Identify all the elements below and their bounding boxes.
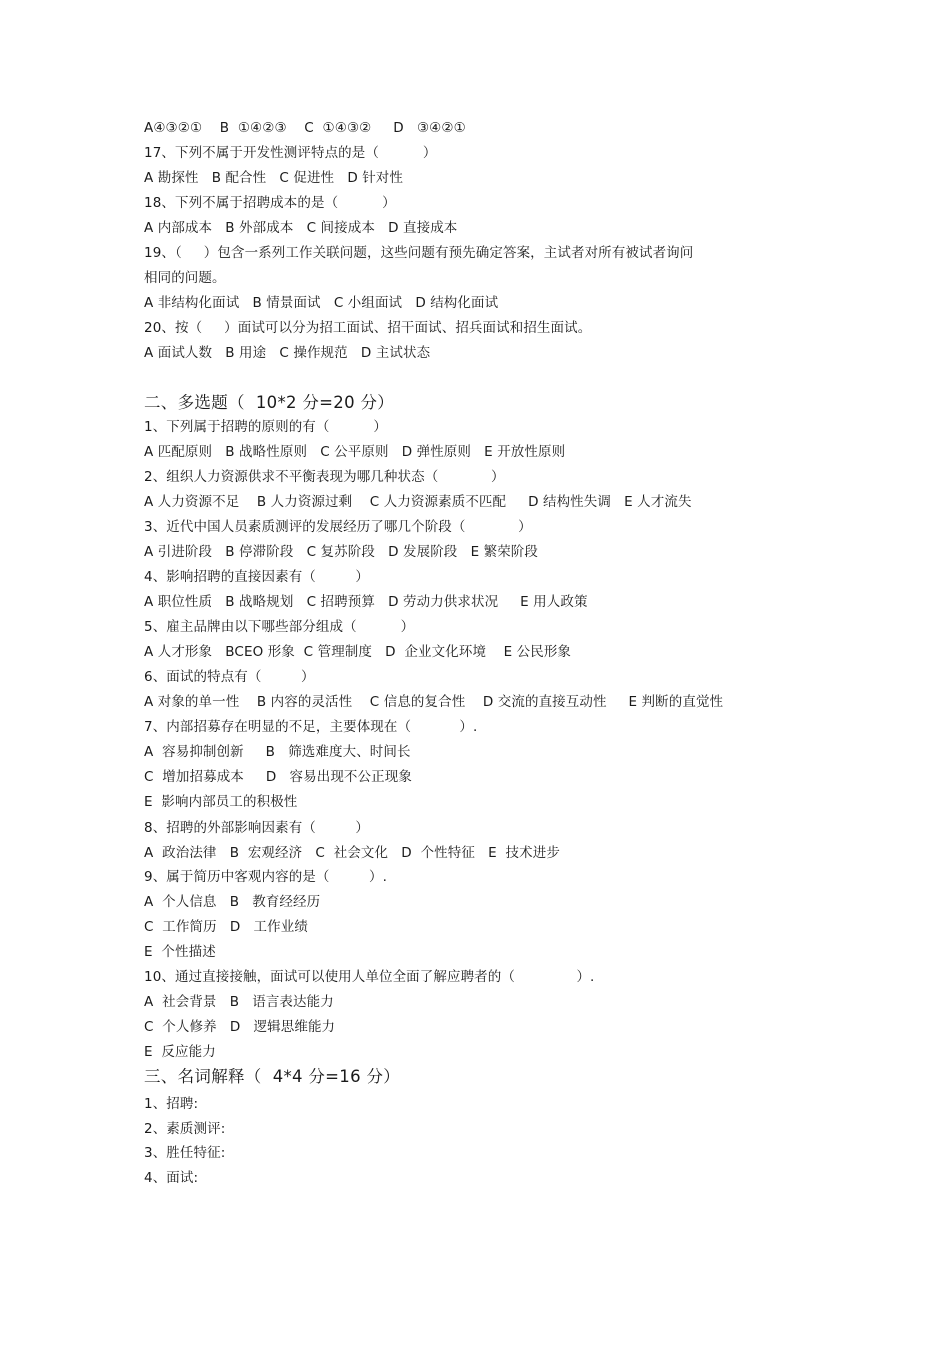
term-3: 3、胜任特征: <box>144 1145 226 1161</box>
mc-options-5: A 人才形象 BCEO 形象 C 管理制度 D 企业文化环境 E 公民形象 <box>144 644 572 660</box>
mc-options-9-cd: C 工作简历 D 工作业绩 <box>144 919 308 935</box>
term-4: 4、面试: <box>144 1170 199 1186</box>
mc-question-8: 8、招聘的外部影响因素有（ ） <box>144 820 370 836</box>
mc-options-9-e: E 个性描述 <box>144 944 216 960</box>
mc-options-4: A 职位性质 B 战略规划 C 招聘预算 D 劳动力供求状况 E 用人政策 <box>144 594 588 610</box>
answer-options-q17: A 勘探性 B 配合性 C 促进性 D 针对性 <box>144 170 404 186</box>
answer-options-q16: A④③②① B ①④②③ C ①④③② D ③④②① <box>144 120 466 136</box>
mc-options-1: A 匹配原则 B 战略性原则 C 公平原则 D 弹性原则 E 开放性原则 <box>144 444 566 460</box>
mc-options-7-e: E 影响内部员工的积极性 <box>144 794 298 810</box>
mc-options-9-ab: A 个人信息 B 教育经经历 <box>144 894 321 910</box>
mc-question-2: 2、组织人力资源供求不平衡表现为哪几种状态（ ） <box>144 469 505 485</box>
section-heading-multiple-choice: 二、多选题（ 10*2 分=20 分） <box>144 393 395 412</box>
answer-options-q18: A 内部成本 B 外部成本 C 间接成本 D 直接成本 <box>144 220 458 236</box>
question-19-continued: 相同的问题。 <box>144 270 226 286</box>
mc-question-7: 7、内部招募存在明显的不足，主要体现在（ ）. <box>144 719 478 735</box>
mc-options-7-ab: A 容易抑制创新 B 筛选难度大、时间长 <box>144 744 411 760</box>
mc-options-10-ab: A 社会背景 B 语言表达能力 <box>144 994 334 1010</box>
mc-question-1: 1、下列属于招聘的原则的有（ ） <box>144 419 388 435</box>
section-heading-term-definitions: 三、名词解释（ 4*4 分=16 分） <box>144 1067 401 1086</box>
mc-question-3: 3、近代中国人员素质测评的发展经历了哪几个阶段（ ） <box>144 519 532 535</box>
mc-options-6: A 对象的单一性 B 内容的灵活性 C 信息的复合性 D 交流的直接互动性 E 判断的直觉性 <box>144 694 724 710</box>
mc-options-10-e: E 反应能力 <box>144 1044 216 1060</box>
answer-options-q20: A 面试人数 B 用途 C 操作规范 D 主试状态 <box>144 345 431 361</box>
mc-question-6: 6、面试的特点有（ ） <box>144 669 315 685</box>
mc-options-10-cd: C 个人修养 D 逻辑思维能力 <box>144 1019 336 1035</box>
mc-options-8: A 政治法律 B 宏观经济 C 社会文化 D 个性特征 E 技术进步 <box>144 845 560 861</box>
question-18: 18、下列不属于招聘成本的是（ ） <box>144 195 396 211</box>
question-17: 17、下列不属于开发性测评特点的是（ ） <box>144 145 437 161</box>
mc-question-4: 4、影响招聘的直接因素有（ ） <box>144 569 370 585</box>
question-19: 19、（ ）包含一系列工作关联问题，这些问题有预先确定答案，主试者对所有被试者询问 <box>144 245 694 261</box>
mc-question-10: 10、通过直接接触，面试可以使用人单位全面了解应聘者的（ ）. <box>144 969 595 985</box>
term-2: 2、素质测评: <box>144 1121 226 1137</box>
mc-options-2: A 人力资源不足 B 人力资源过剩 C 人力资源素质不匹配 D 结构性失调 E 人才流失 <box>144 494 692 510</box>
term-1: 1、招聘: <box>144 1096 199 1112</box>
question-20: 20、按（ ）面试可以分为招工面试、招干面试、招兵面试和招生面试。 <box>144 320 592 336</box>
answer-options-q19: A 非结构化面试 B 情景面试 C 小组面试 D 结构化面试 <box>144 295 499 311</box>
mc-options-3: A 引进阶段 B 停滞阶段 C 复苏阶段 D 发展阶段 E 繁荣阶段 <box>144 544 538 560</box>
mc-question-9: 9、属于简历中客观内容的是（ ）. <box>144 869 388 885</box>
mc-question-5: 5、雇主品牌由以下哪些部分组成（ ） <box>144 619 415 635</box>
mc-options-7-cd: C 增加招募成本 D 容易出现不公正现象 <box>144 769 412 785</box>
